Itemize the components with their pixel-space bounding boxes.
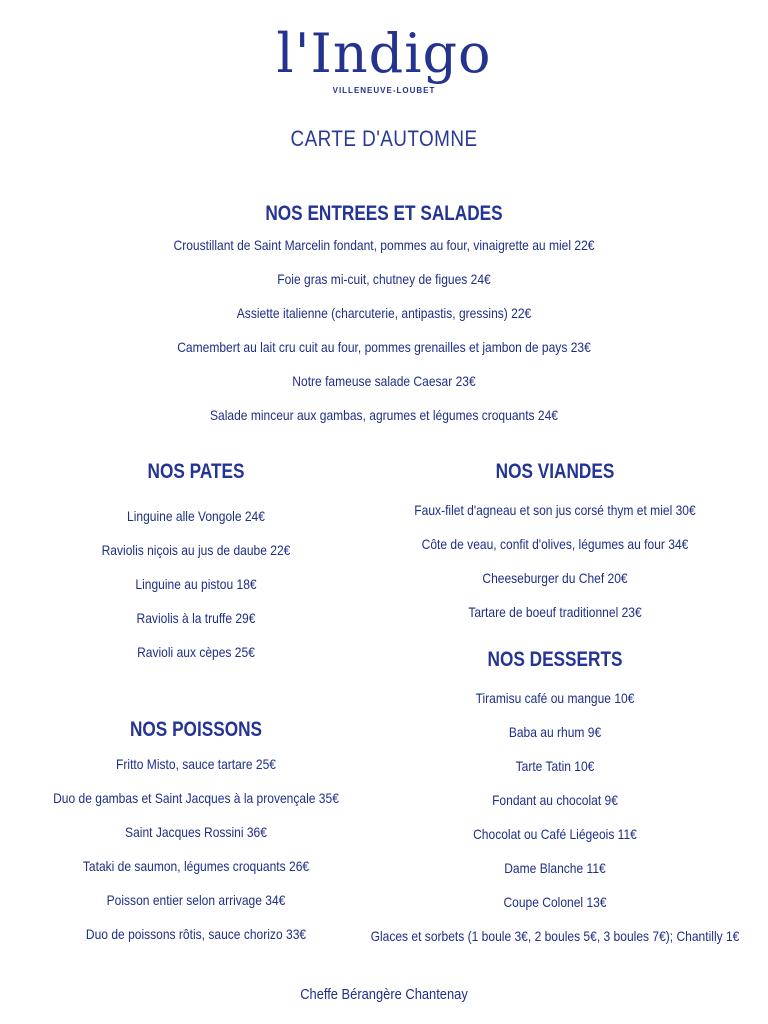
menu-item: Dame Blanche 11€ (504, 860, 606, 876)
menu-item: Duo de poissons rôtis, sauce chorizo 33€ (85, 926, 307, 942)
menu-item: Tiramisu café ou mangue 10€ (475, 690, 635, 706)
menu-item: Linguine au pistou 18€ (135, 576, 257, 592)
menu-item: Coupe Colonel 13€ (503, 894, 607, 910)
menu-title: CARTE D'AUTOMNE (290, 126, 478, 151)
section-title-pates: NOS PATES (147, 460, 245, 483)
restaurant-location: VILLENEUVE-LOUBET (332, 86, 436, 95)
menu-item: Chocolat ou Café Liégeois 11€ (473, 826, 637, 842)
menu-item: Fondant au chocolat 9€ (492, 792, 618, 808)
menu-item: Camembert au lait cru cuit au four, pommes grenailles et jambon de pays 23€ (177, 339, 591, 355)
menu-item: Salade minceur aux gambas, agrumes et légumes croquants 24€ (209, 407, 559, 423)
menu-item: Fritto Misto, sauce tartare 25€ (116, 756, 276, 772)
menu-item: Tartare de boeuf traditionnel 23€ (468, 604, 642, 620)
section-title-desserts: NOS DESSERTS (487, 648, 623, 671)
menu-item: Tataki de saumon, légumes croquants 26€ (82, 858, 310, 874)
section-title-entrees: NOS ENTREES ET SALADES (265, 202, 503, 225)
menu-item: Saint Jacques Rossini 36€ (125, 824, 267, 840)
menu-item: Côte de veau, confit d'olives, légumes au four 34€ (421, 536, 689, 552)
chef-signature: Cheffe Bérangère Chantenay (300, 986, 468, 1003)
menu-item: Notre fameuse salade Caesar 23€ (292, 373, 476, 389)
menu-item: Tarte Tatin 10€ (515, 758, 595, 774)
menu-item: Glaces et sorbets (1 boule 3€, 2 boules 5€, 3 boules 7€); Chantilly 1€ (370, 928, 740, 944)
section-title-viandes: NOS VIANDES (495, 460, 615, 483)
menu-item: Faux-filet d'agneau et son jus corsé thym et miel 30€ (414, 502, 696, 518)
section-title-poissons: NOS POISSONS (129, 718, 263, 741)
menu-item: Cheeseburger du Chef 20€ (482, 570, 628, 586)
menu-item: Foie gras mi-cuit, chutney de figues 24€ (277, 271, 491, 287)
menu-item: Raviolis niçois au jus de daube 22€ (101, 542, 291, 558)
menu-item: Croustillant de Saint Marcelin fondant, pommes au four, vinaigrette au miel 22€ (173, 237, 595, 253)
menu-item: Raviolis à la truffe 29€ (136, 610, 256, 626)
restaurant-logo: l'Indigo (276, 22, 492, 85)
menu-item: Ravioli aux cèpes 25€ (137, 644, 255, 660)
menu-item: Duo de gambas et Saint Jacques à la provençale 35€ (53, 790, 339, 806)
menu-item: Poisson entier selon arrivage 34€ (106, 892, 286, 908)
menu-item: Baba au rhum 9€ (508, 724, 602, 740)
menu-item: Assiette italienne (charcuterie, antipastis, gressins) 22€ (236, 305, 532, 321)
menu-item: Linguine alle Vongole 24€ (127, 508, 265, 524)
